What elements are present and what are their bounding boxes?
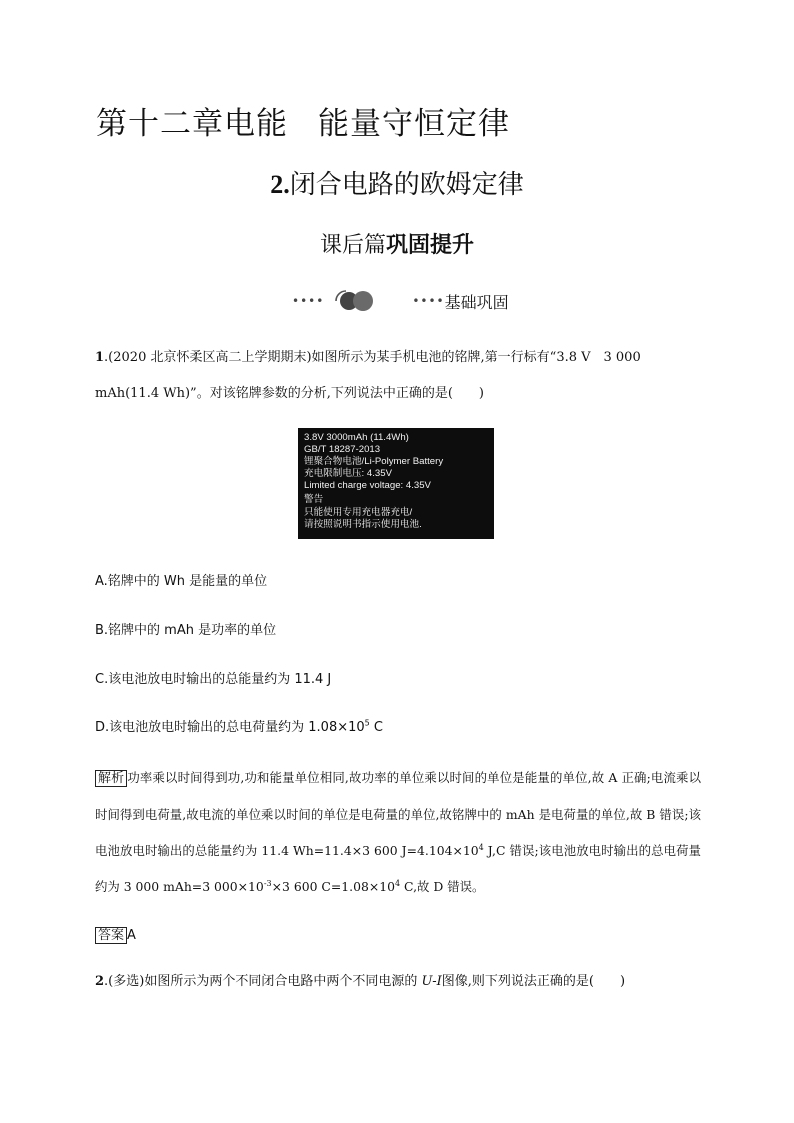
battery-label-line: 警告 <box>304 494 324 506</box>
option-c: C.该电池放电时输出的总能量约为 11.4 J <box>95 672 332 687</box>
chapter-title <box>96 98 510 143</box>
explanation-part2: J,C 错误;该电池放电时输出的总电荷量约为 3 000 mAh=3 000×10 <box>95 843 701 894</box>
question-1-stem <box>95 340 700 412</box>
banner-text: 基础巩固 <box>444 292 509 312</box>
answer-line <box>95 924 136 943</box>
battery-label-line: 锂聚合物电池/Li-Polymer Battery <box>304 456 444 468</box>
question-2-stem-italic: U-I <box>421 974 442 989</box>
banner-circles-icon <box>330 289 376 313</box>
subtitle <box>0 228 794 259</box>
explanation-part3: ×3 600 C=1.08×10 <box>271 879 396 894</box>
explanation-exponent: 4 <box>478 842 484 852</box>
chapter-title-part2: 能量守恒定律 <box>318 106 510 142</box>
explanation <box>95 760 701 905</box>
explanation-exponent: 4 <box>395 878 401 888</box>
question-2-number: 2 <box>95 974 105 989</box>
question-1-stem-line2: mAh(11.4 Wh)”。对该铭牌参数的分析,下列说法中正确的是( ) <box>95 386 484 401</box>
battery-label-line: 只能使用专用充电器充电/ <box>304 506 413 518</box>
subtitle-plain: 课后篇 <box>319 233 386 258</box>
explanation-exponent: -3 <box>263 878 272 888</box>
option-d-main: D.该电池放电时输出的总电荷量约为 1.08×10 <box>95 720 365 735</box>
answer-value: A <box>127 928 136 943</box>
option-d <box>95 716 383 735</box>
chapter-title-part1: 第十二章电能 <box>96 106 288 142</box>
banner-dots-left: •••• <box>292 294 325 308</box>
section-banner <box>292 288 509 314</box>
question-1-stem-line1: .(2020 北京怀柔区高二上学期期末)如图所示为某手机电池的铭牌,第一行标有“3.8 V 3 000 <box>104 350 641 365</box>
battery-label-line: GB/T 18287-2013 <box>304 444 381 456</box>
option-b: B.铭牌中的 mAh 是功率的单位 <box>95 623 277 638</box>
battery-label-line: 充电限制电压: 4.35V <box>304 468 392 480</box>
question-2-stem <box>95 964 700 1000</box>
option-d-exponent: 5 <box>364 718 370 728</box>
battery-label-line: 3.8V 3000mAh (11.4Wh) <box>304 432 409 443</box>
explanation-tag: 解析 <box>95 770 127 787</box>
question-2-stem-prefix: .(多选)如图所示为两个不同闭合电路中两个不同电源的 <box>104 974 422 989</box>
subtitle-bold: 巩固提升 <box>386 233 475 258</box>
section-title <box>0 164 794 201</box>
section-number: 2. <box>270 170 290 199</box>
battery-label-line: Limited charge voltage: 4.35V <box>304 480 431 492</box>
banner-dots-right: •••• <box>412 294 445 308</box>
explanation-part1: 功率乘以时间得到功,功和能量单位相同,故功率的单位乘以时间的单位是能量的单位,故 A 正确;电流乘以时间得到电荷量,故电流的单位乘以时间的单位是电荷量的单位,故铭牌中的 mAh 是电荷量的单位,故 B 错误;该电池放电时输出的总能量约为 11.4 Wh=11.4×3 600 J=4.104×10 <box>95 770 701 858</box>
option-d-unit: C <box>369 720 383 735</box>
option-a: A.铭牌中的 Wh 是能量的单位 <box>95 574 268 589</box>
question-1-number: 1 <box>95 350 105 365</box>
section-title-text: 闭合电路的欧姆定律 <box>289 170 524 200</box>
explanation-part4: C,故 D 错误。 <box>400 879 485 894</box>
question-2-stem-suffix: 图像,则下列说法正确的是( ) <box>441 974 626 989</box>
battery-label-line: 请按照说明书指示使用电池. <box>304 518 422 530</box>
answer-tag: 答案 <box>95 927 127 944</box>
battery-label-image <box>298 428 494 539</box>
